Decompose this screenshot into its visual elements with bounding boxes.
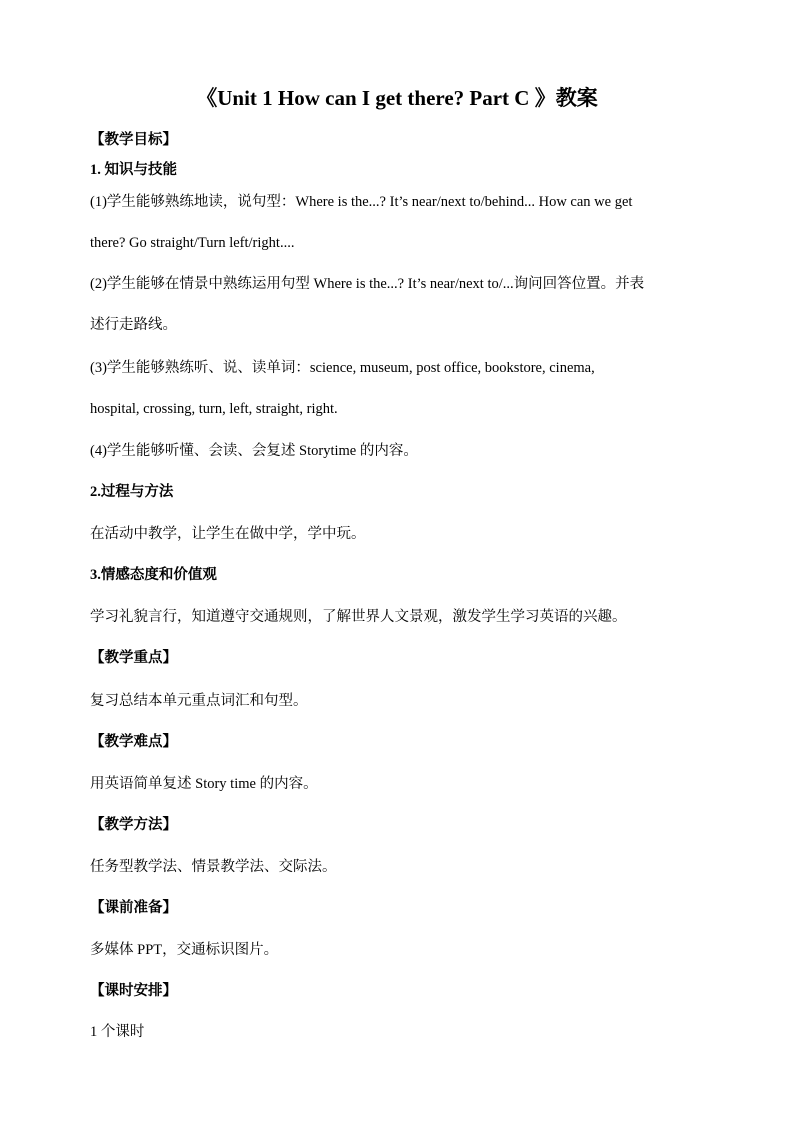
process-methods-heading: 2.过程与方法 [90, 484, 174, 500]
goal-item-3-line-1: (3)学生能够熟练听、说、读单词：science, museum, post office, bookstore, cinema, [90, 360, 595, 376]
key-points-text: 复习总结本单元重点词汇和句型。 [90, 693, 308, 709]
goal-item-2-line-2: 述行走路线。 [90, 317, 177, 333]
goal-item-1-line-1: (1)学生能够熟练地读，说句型：Where is the...? It’s near/next to/behind... How can we get [90, 194, 633, 210]
difficulties-heading: 【教学难点】 [90, 734, 177, 750]
goal-item-2-line-1: (2)学生能够在情景中熟练运用句型 Where is the...? It’s near/next to/...询问回答位置。并表 [90, 276, 645, 292]
preparation-heading: 【课前准备】 [90, 900, 177, 916]
document-title: 《Unit 1 How can I get there? Part C 》教案 [196, 86, 598, 110]
schedule-text: 1 个课时 [90, 1024, 145, 1040]
knowledge-skills-heading: 1. 知识与技能 [90, 162, 177, 178]
methods-heading: 【教学方法】 [90, 817, 177, 833]
goal-item-1-line-2: there? Go straight/Turn left/right.... [90, 235, 295, 251]
goal-item-4: (4)学生能够听懂、会读、会复述 Storytime 的内容。 [90, 443, 418, 459]
emotion-values-text: 学习礼貌言行，知道遵守交通规则，了解世界人文景观，激发学生学习英语的兴趣。 [90, 609, 627, 625]
process-methods-text: 在活动中教学，让学生在做中学，学中玩。 [90, 526, 366, 542]
preparation-text: 多媒体 PPT，交通标识图片。 [90, 942, 279, 958]
emotion-values-heading: 3.情感态度和价值观 [90, 567, 217, 583]
key-points-heading: 【教学重点】 [90, 650, 177, 666]
schedule-heading: 【课时安排】 [90, 983, 177, 999]
methods-text: 任务型教学法、情景教学法、交际法。 [90, 859, 337, 875]
goal-item-3-line-2: hospital, crossing, turn, left, straight, right. [90, 401, 338, 417]
difficulties-text: 用英语简单复述 Story time 的内容。 [90, 776, 318, 792]
teaching-goals-heading: 【教学目标】 [90, 132, 177, 148]
